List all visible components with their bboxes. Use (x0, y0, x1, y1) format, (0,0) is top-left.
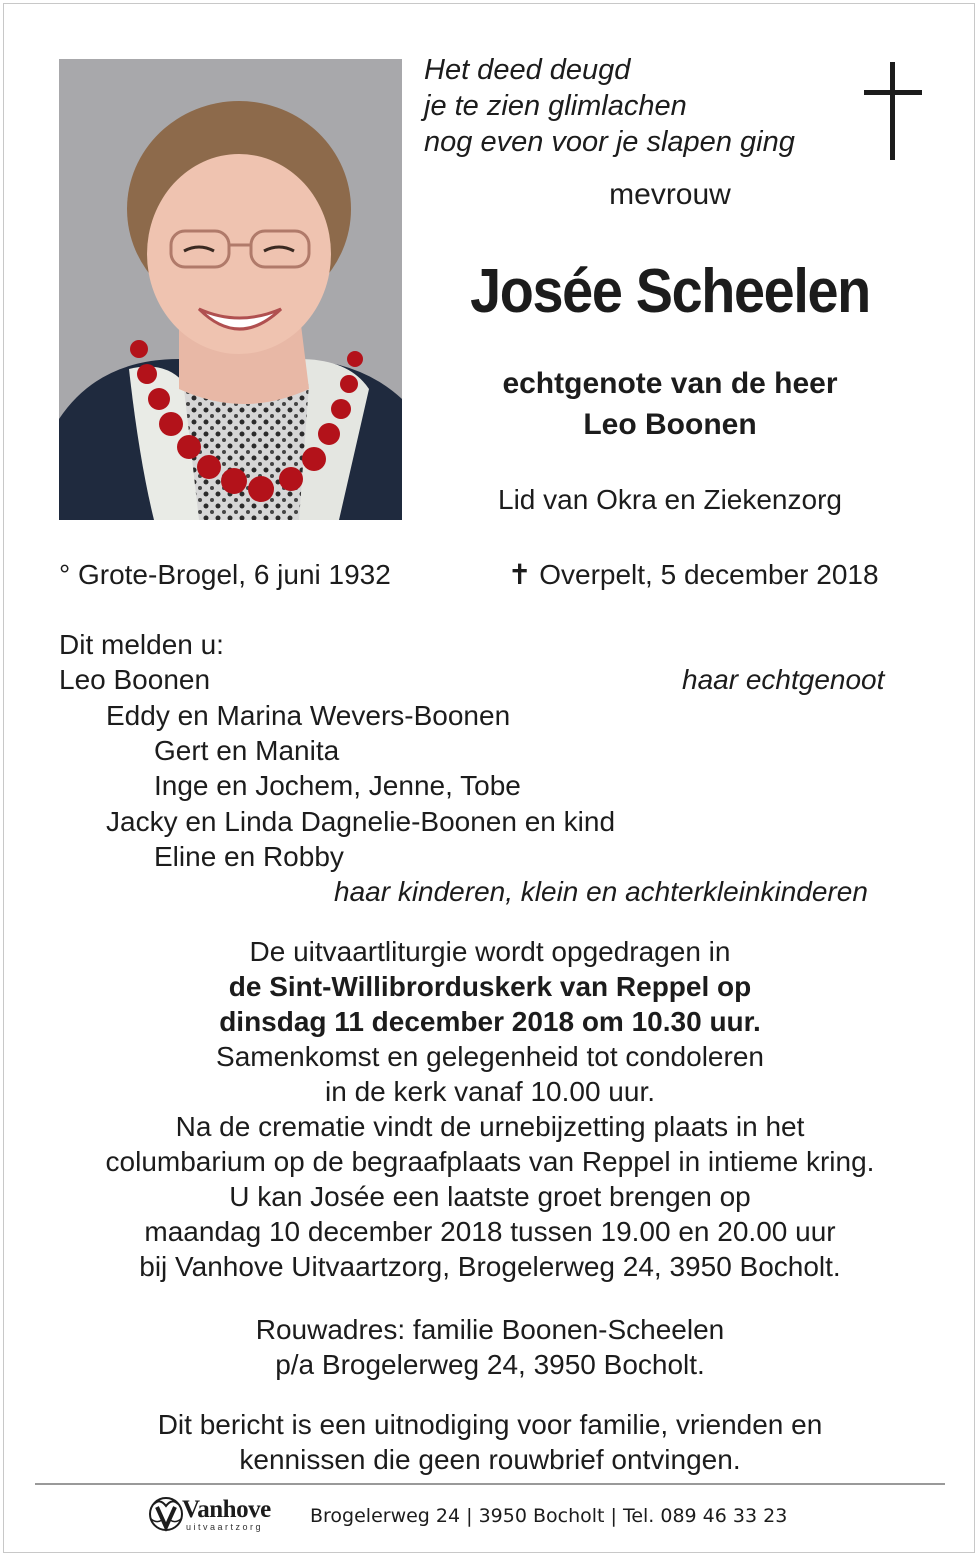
family-line: Jacky en Linda Dagnelie-Boonen en kind (106, 806, 616, 837)
notice-line: kennissen die geen rouwbrief ontvingen. (239, 1444, 741, 1475)
deceased-name: Josée Scheelen (470, 257, 870, 326)
portrait-photo (59, 59, 402, 520)
footer-contact: Brogelerweg 24 | 3950 Bocholt | Tel. 089 46 33 23 (310, 1505, 788, 1527)
family-line: Inge en Jochem, Jenne, Tobe (154, 770, 521, 801)
service-line: U kan Josée een laatste groet brengen op (229, 1181, 751, 1212)
notice-line: Dit bericht is een uitnodiging voor familie, vrienden en (157, 1409, 823, 1440)
service-line: Na de crematie vindt de urnebijzetting plaats in het (175, 1111, 805, 1142)
address-line: Rouwadres: familie Boonen-Scheelen (255, 1314, 725, 1345)
family-role: haar kinderen, klein en achterkleinkinderen (334, 876, 868, 907)
poem-line: nog even voor je slapen ging (424, 126, 795, 158)
announcers-intro: Dit melden u: (59, 629, 224, 660)
service-line: columbarium op de begraafplaats van Reppel in intieme kring. (105, 1146, 875, 1177)
birth-info: ° Grote-Brogel, 6 juni 1932 (59, 559, 391, 590)
family-line: Eddy en Marina Wevers-Boonen (106, 700, 511, 731)
mourning-address (0, 1312, 980, 1382)
service-info (0, 934, 980, 1284)
spouse-line: echtgenote van de heer (502, 367, 838, 400)
death-info: ✝ Overpelt, 5 december 2018 (508, 559, 879, 590)
service-date: dinsdag 11 december 2018 om 10.30 uur. (219, 1006, 761, 1037)
service-line: in de kerk vanaf 10.00 uur. (325, 1076, 655, 1107)
service-line: De uitvaartliturgie wordt opgedragen in (249, 936, 731, 967)
announcer-spouse: Leo Boonen (59, 664, 211, 695)
service-line: maandag 10 december 2018 tussen 19.00 en 20.00 uur (144, 1216, 836, 1247)
poem-line: Het deed deugd (424, 54, 631, 86)
service-line: Samenkomst en gelegenheid tot condoleren (216, 1041, 764, 1072)
vanhove-logo (146, 1494, 306, 1538)
logo-subtitle: uitvaartzorg (186, 1522, 264, 1532)
service-line: bij Vanhove Uitvaartzorg, Brogelerweg 24, 3950 Bocholt. (139, 1251, 841, 1282)
deceased-title: mevrouw (609, 178, 731, 211)
vanhove-emblem-icon (146, 1494, 186, 1534)
address-line: p/a Brogelerweg 24, 3950 Bocholt. (275, 1349, 705, 1380)
family-line: Gert en Manita (154, 735, 340, 766)
service-church: de Sint-Willibrorduskerk van Reppel op (228, 971, 752, 1002)
membership: Lid van Okra en Ziekenzorg (498, 484, 842, 515)
invitation-notice (0, 1407, 980, 1477)
poem (424, 52, 795, 160)
spouse-name: Leo Boonen (583, 408, 757, 441)
logo-name: Vanhove (182, 1496, 271, 1523)
family-line: Eline en Robby (154, 841, 344, 872)
announcer-spouse-role: haar echtgenoot (682, 664, 885, 695)
cross-icon (864, 62, 922, 160)
poem-line: je te zien glimlachen (424, 90, 687, 122)
footer-divider (35, 1483, 945, 1485)
